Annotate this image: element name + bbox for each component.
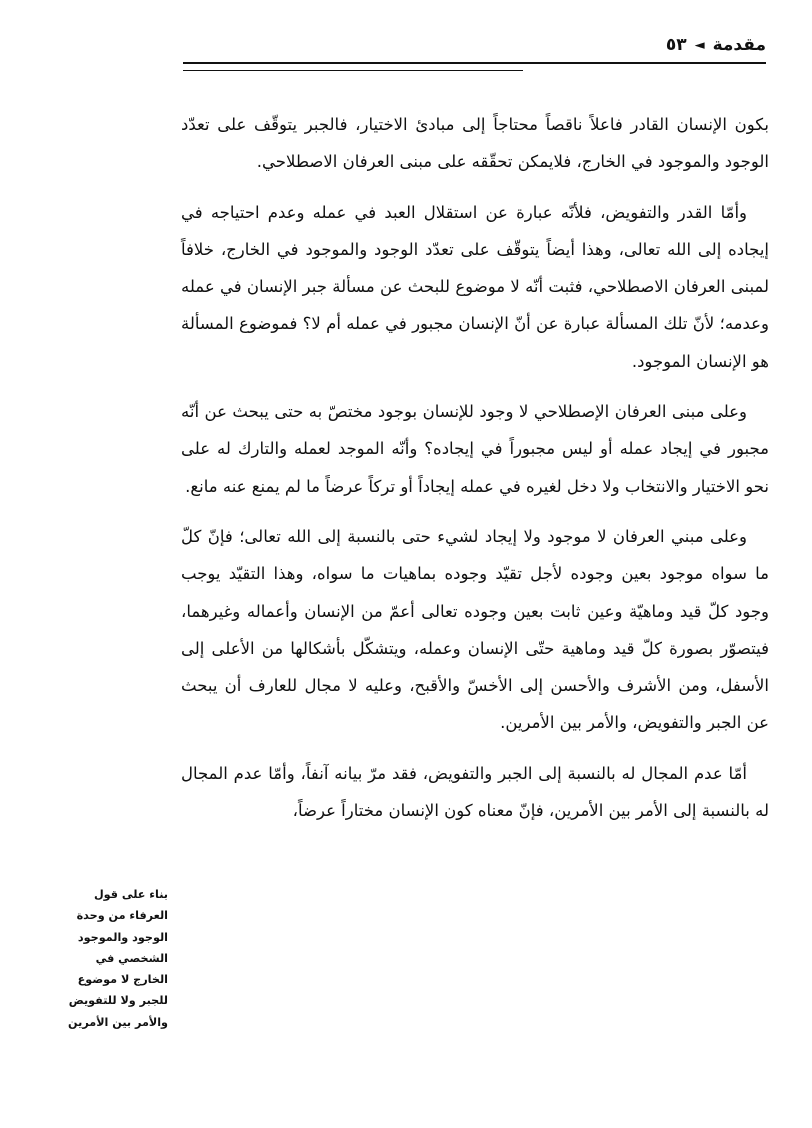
chapter-title: مقدمة <box>712 35 766 55</box>
paragraph-1: بكون الإنسان القادر فاعلاً ناقصاً محتاجاً إلى مبادئ الاختيار، فالجبر يتوقّف على تعدّد الوجود والموجود في الخارج، فلايمكن تحقّقه على مبنى العرفان الاصطلاحي. <box>181 115 769 172</box>
page-number: ٥٣ <box>665 35 687 55</box>
paragraph-5: أمّا عدم المجال له بالنسبة إلى الجبر والتفويض، فقد مرّ بيانه آنفاً، وأمّا عدم المجال له بالنسبة إلى الأمر بين الأمرين، فإنّ معناه كون الإنسان مختاراً عرضاً، <box>181 763 769 821</box>
running-header <box>180 28 766 62</box>
paragraph-4: وعلى مبني العرفان لا موجود ولا إيجاد لشيء حتى بالنسبة إلى الله تعالى؛ فإنّ كلّ ما سواه موجود بعين وجوده لأجل تقيّد وجوده بماهيات ما سواه، وهذا التقيّد يوجب وجود كلّ قيد وماهيّة وعين ثابت بعين وجوده تعالى أعمّ من الإنسان وأعماله وغيرهما، فيتصوّر بصورة كلّ قيد وماهية حتّى الإنسان وعمله، ويتشكّل بأشكالها من الأعلى إلى الأسفل، ومن الأشرف والأحسن إلى الأخسّ والأقبح، وعليه لا مجال للعارف أن يبحث عن الجبر والتفويض، والأمر بين الأمرين. <box>181 526 769 733</box>
margin-note: بناء على قول العرفاء من وحدة الوجود والموجود الشخصي في الخارج لا موضوع للجبر ولا للتفويض والأمر بين الأمرين <box>68 888 168 1029</box>
paragraph-2: وأمّا القدر والتفويض، فلأنّه عبارة عن استقلال العبد في عمله وعدم احتياجه في إيجاده إلى الله تعالى، وهذا أيضاً يتوقّف على تعدّد الوجود والموجود في الخارج، خلافاً لمبنى العرفان الاصطلاحي، فثبت أنّه لا موضوع للبحث عن مسألة جبر الإنسان في عمله وعدمه؛ لأنّ تلك المسألة عبارة عن أنّ الإنسان مجبور في عمله أم لا؟ فموضوع المسألة هو الإنسان الموجود. <box>181 202 769 371</box>
paragraph-3: وعلى مبنى العرفان الإصطلاحي لا وجود للإنسان بوجود مختصّ به حتى يبحث عن أنّه مجبور في إيجاد عمله أو ليس مجبوراً في إيجاده؟ وأنّه الموجد لعمله والتارك له على نحو الاختيار والانتخاب ولا دخل لغيره في عمله إيجاداً أو تركاً عرضاً ما لم يمنع عنه مانع. <box>181 402 769 496</box>
main-text <box>181 106 769 842</box>
header-rule-thin <box>183 70 523 71</box>
header-rule-thick <box>183 62 766 64</box>
header-marker-icon: ◄ <box>694 37 705 53</box>
